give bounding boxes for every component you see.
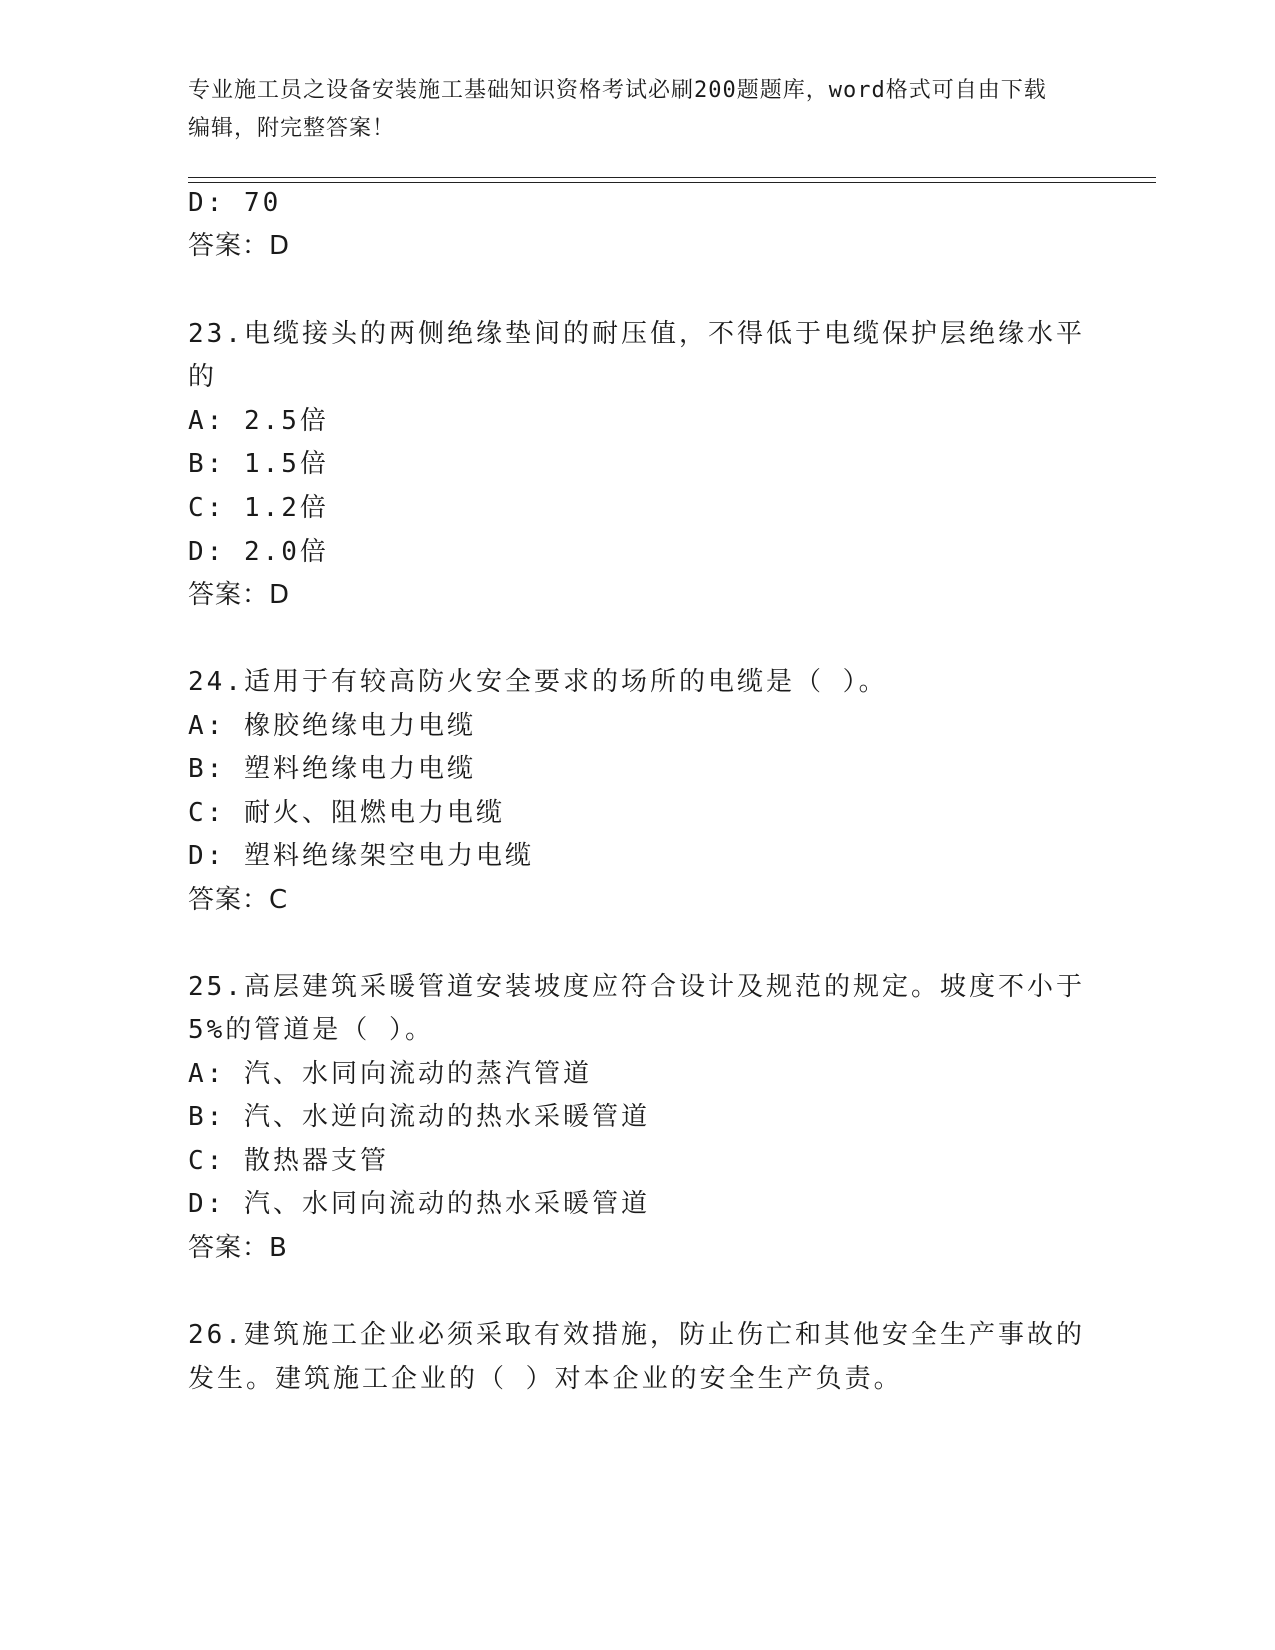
q25-option-c: C: 散热器支管 <box>188 1146 389 1176</box>
q24-option-a: A: 橡胶绝缘电力电缆 <box>188 711 476 741</box>
q25-option-d: D: 汽、水同向流动的热水采暖管道 <box>188 1189 650 1219</box>
q22-answer: 答案：D <box>188 231 291 261</box>
q23-option-c: C: 1.2倍 <box>188 493 329 523</box>
q25-stem-line1: 25.高层建筑采暖管道安装坡度应符合设计及规范的规定。坡度不小于 <box>188 972 1085 1002</box>
q26-stem-line1: 26.建筑施工企业必须采取有效措施，防止伤亡和其他安全生产事故的 <box>188 1320 1085 1350</box>
document-header: 专业施工员之设备安装施工基础知识资格考试必刷200题题库，word格式可自由下载编辑，附完整答案！ <box>188 78 1047 141</box>
q25-answer: 答案：B <box>188 1233 288 1263</box>
q25-option-a: A: 汽、水同向流动的蒸汽管道 <box>188 1059 592 1089</box>
q26-stem-line2: 发生。建筑施工企业的（ ）对本企业的安全生产负责。 <box>188 1364 903 1394</box>
q25-stem-line2: 5%的管道是（ ）。 <box>188 1015 434 1045</box>
q24-answer: 答案：C <box>188 885 289 915</box>
q24-option-c: C: 耐火、阻燃电力电缆 <box>188 798 505 828</box>
q23-option-d: D: 2.0倍 <box>188 537 329 567</box>
q23-option-a: A: 2.5倍 <box>188 406 329 436</box>
q24-stem-line1: 24.适用于有较高防火安全要求的场所的电缆是（ ）。 <box>188 667 888 697</box>
q23-option-b: B: 1.5倍 <box>188 449 329 479</box>
q22-option-d: D: 70 <box>188 188 282 218</box>
q23-stem-line2: 的 <box>188 362 218 392</box>
q24-option-d: D: 塑料绝缘架空电力电缆 <box>188 841 534 871</box>
header-rule-top <box>188 177 1156 178</box>
q25-option-b: B: 汽、水逆向流动的热水采暖管道 <box>188 1102 650 1132</box>
q23-answer: 答案：D <box>188 580 291 610</box>
q23-stem-line1: 23.电缆接头的两侧绝缘垫间的耐压值，不得低于电缆保护层绝缘水平 <box>188 319 1085 349</box>
q24-option-b: B: 塑料绝缘电力电缆 <box>188 754 476 784</box>
